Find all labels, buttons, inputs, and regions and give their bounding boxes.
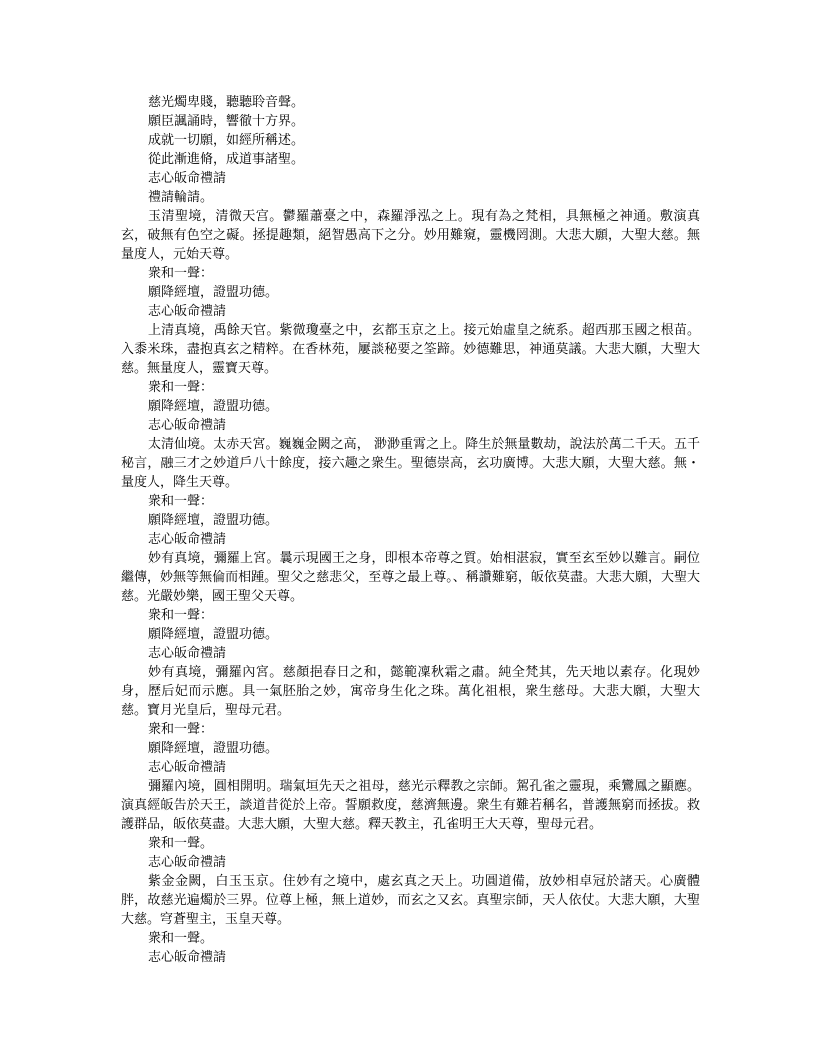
- verse-line: 願降經壇，證盟功德。: [148, 627, 279, 642]
- verse-line: 志心皈命禮請: [148, 418, 227, 433]
- verse-line: 從此漸進脩，成道事諸聖。: [148, 152, 305, 167]
- verse-line: 志心皈命禮請: [148, 532, 227, 547]
- invocation-paragraph: 彌羅內境，圓相開明。瑞氣垣先天之祖母，慈光示釋教之宗師。駕孔雀之靈現，乘鸞鳳之顯應。演真經皈告於天王，談道昔從於上帝。誓願救度，慈濟無邊。衆生有難若稱名，普護無窮而拯拔。救護群品，皈依莫盡。大悲大願，大聖大慈。釋天教主，孔雀明王大天尊，聖母元君。: [121, 779, 700, 832]
- invocation-paragraph: 妙有真境，彌羅上宮。曩示現國王之身，即根本帝尊之質。始相湛寂，實至玄至妙以難言。嗣位繼傳，妙無等無倫而相踵。聖父之慈悲父，至尊之最上尊。、稱讚難窮，皈依莫盡。大悲大願，大聖大慈。光嚴妙樂，國王聖父天尊。: [121, 551, 700, 604]
- verse-line: 衆和一聲。: [148, 931, 214, 946]
- verse-line: 慈光燭卑賤，聽聽聆音聲。: [148, 95, 305, 110]
- verse-line: 願臣諷誦時，響徹十方界。: [148, 114, 305, 129]
- verse-line: 志心皈命禮請: [148, 760, 227, 775]
- verse-line: 衆和一聲。: [148, 836, 214, 851]
- verse-line: 成就一切願，如經所稱述。: [148, 133, 305, 148]
- verse-line: 志心皈命禮請: [148, 171, 227, 186]
- invocation-paragraph: 上清真境，禹餘天官。紫微瓊臺之中，玄都玉京之上。接元始虛皇之統系。超西那玉國之根苗。入黍米珠，盡抱真玄之精粹。在香林苑，屢談秘要之筌蹄。妙德難思，神通莫議。大悲大願，大聖大慈。無量度人，靈寶天尊。: [121, 323, 700, 376]
- verse-line: 志心皈命禮請: [148, 646, 227, 661]
- verse-line: 志心皈命禮請: [148, 950, 227, 965]
- verse-line: 願降經壇，證盟功德。: [148, 285, 279, 300]
- verse-line: 衆和一聲：: [148, 722, 214, 737]
- verse-line: 衆和一聲：: [148, 494, 214, 509]
- document-body: [121, 93, 700, 967]
- verse-line: 禮請輪請。: [148, 190, 214, 205]
- invocation-paragraph: 太清仙境。太赤天宮。巍巍金闕之高， 渺渺重霄之上。降生於無量數劫，說法於萬二千天。五千秘言，融三才之妙道戶八十餘度，接六趣之衆生。聖德崇高，玄功廣博。大悲大願，大聖大慈。無・ 量度人，降生天尊。: [121, 437, 700, 490]
- invocation-paragraph: 妙有真境，彌羅內宮。慈顏挹春日之和，懿範凜秋霜之肅。純全梵其，先天地以素存。化現妙身，歷后妃而示應。具一氣胚胎之妙，寓帝身生化之珠。萬化祖根，衆生慈母。大悲大願，大聖大慈。寶月光皇后，聖母元君。: [121, 665, 700, 718]
- verse-line: 衆和一聲：: [148, 380, 214, 395]
- invocation-paragraph: 紫金金闕，白玉玉京。住妙有之境中，處玄真之天上。功圓道備，放妙相卓冠於諸天。心廣體胖，故慈光遍燭於三界。位尊上極，無上道妙，而玄之又玄。真聖宗師，天人依仗。大悲大願，大聖大慈。穹蒼聖主，玉皇天尊。: [121, 874, 700, 927]
- verse-line: 志心皈命禮請: [148, 855, 227, 870]
- verse-line: 志心皈命禮請: [148, 304, 227, 319]
- verse-line: 願降經壇，證盟功德。: [148, 741, 279, 756]
- verse-line: 衆和一聲：: [148, 266, 214, 281]
- verse-line: 願降經壇，證盟功德。: [148, 513, 279, 528]
- verse-line: 願降經壇，證盟功德。: [148, 399, 279, 414]
- invocation-paragraph: 玉清聖境，清微天宫。鬱羅蕭臺之中，森羅淨泓之上。現有為之梵相，具無極之神通。敷演真玄，破無有色空之礙。拯提趣類，絕智愚高下之分。妙用難窺，靈機罔測。大悲大願，大聖大慈。無量度人，元始天尊。: [121, 209, 700, 262]
- verse-line: 衆和一聲：: [148, 608, 214, 623]
